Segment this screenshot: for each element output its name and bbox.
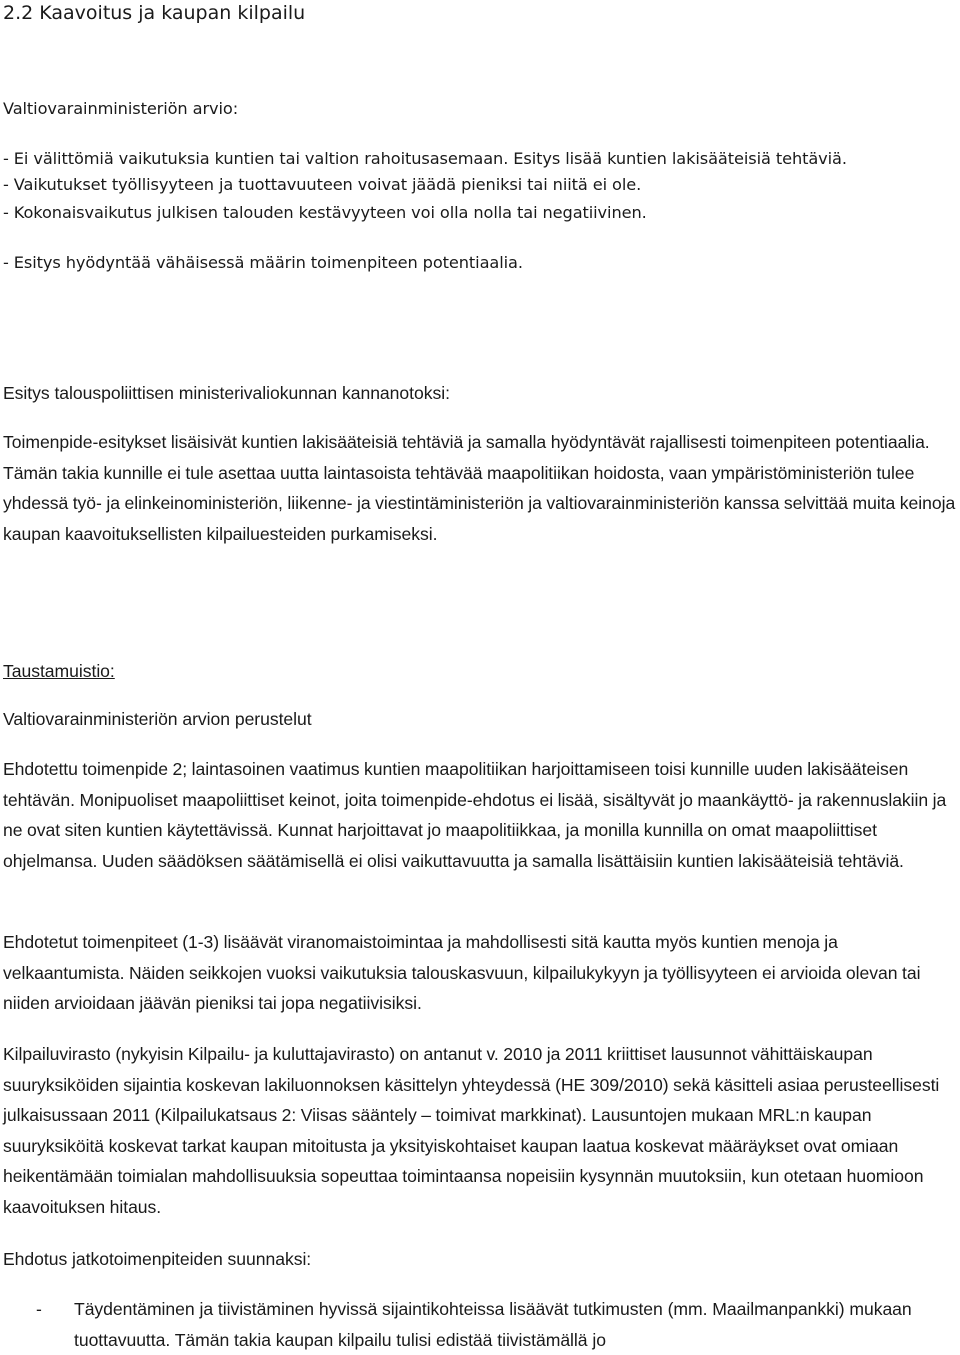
section-heading: 2.2 Kaavoitus ja kaupan kilpailu <box>3 2 306 24</box>
kannanotto-text: Toimenpide-esitykset lisäisivät kuntien lakisääteisiä tehtäviä ja samalla hyödyntävät rajallisesti toimenpiteen potentiaalia. Tämän takia kunnille ei tule asettaa uutta laintasoista tehtävää maapolitiikan hoidosta, vaan ympäristöministeriön tulee yhdessä työ- ja elinkeinoministeriön, liikenne- ja viestintäministeriön ja valtiovarainministeriön kanssa selvittää muita keinoja kaupan kaavoituksellisten kilpailuesteiden purkamiseksi. <box>3 432 956 544</box>
vm-arvio-title: Valtiovarainministeriön arvio: <box>3 99 239 118</box>
taustamuistio-paragraph: Ehdotettu toimenpide 2; laintasoinen vaatimus kuntien maapolitiikan harjoittamiseen toisi kunnille uuden lakisääteisen tehtävän. Monipuoliset maapoliittiset keinot, joita toimenpide-ehdotus ei lisää, sisältyvät jo maankäyttö- ja rakennuslakiin ja ne ovat siten kuntien käytettävissä. Kunnat harjoittavat jo maapolitiikkaa, ja monilla kunnilla on omat maapoliittiset ohjelmansa. Uuden säädöksen säätämisellä ei olisi vaikuttavuutta ja samalla lisättäisiin kuntien lakisääteisiä tehtäviä. <box>3 759 947 871</box>
taustamuistio-paragraph: Ehdotetut toimenpiteet (1-3) lisäävät viranomaistoimintaa ja mahdollisesti sitä kautta myös kuntien menoja ja velkaantumista. Näiden seikkojen vuoksi vaikutuksia talouskasvuun, kilpailukykyyn ja työllisyyteen ei arvioida olevan tai niiden arvioidaan jäävän pieniksi tai jopa negatiivisiksi. <box>3 932 921 1014</box>
jatkotoimet-title: Ehdotus jatkotoimenpiteiden suunnaksi: <box>3 1249 312 1269</box>
vm-arvio-item: - Vaikutukset työllisyyteen ja tuottavuuteen voivat jäädä pieniksi tai niitä ei ole. <box>3 175 642 194</box>
taustamuistio-title: Taustamuistio: <box>3 661 115 681</box>
taustamuistio-subtitle: Valtiovarainministeriön arvion perustelut <box>3 709 312 729</box>
vm-arvio-item: - Kokonaisvaikutus julkisen talouden kestävyyteen voi olla nolla tai negatiivinen. <box>3 203 647 222</box>
list-item <box>0 1294 944 1355</box>
vm-arvio-item: - Ei välittömiä vaikutuksia kuntien tai valtion rahoitusasemaan. Esitys lisää kuntien lakisääteisiä tehtäviä. <box>3 149 847 168</box>
list-item-text: Täydentäminen ja tiivistäminen hyvissä sijaintikohteissa lisäävät tutkimusten (mm. Maailmanpankki) mukaan tuottavuutta. Tämän takia kaupan kilpailu tulisi edistää tiivistämällä jo <box>74 1299 912 1350</box>
kannanotto-title: Esitys talouspoliittisen ministerivaliokunnan kannanotoksi: <box>3 383 450 403</box>
taustamuistio-paragraph: Kilpailuvirasto (nykyisin Kilpailu- ja kuluttajavirasto) on antanut v. 2010 ja 2011 kriittiset lausunnot vähittäiskaupan suuryksiköiden sijaintia koskevan lakiluonnoksen käsittelyn yhteydessä (HE 309/2010) sekä käsitteli asiaa perusteellisesti julkaisussaan 2011 (Kilpailukatsaus 2: Viisas sääntely – toimivat markkinat). Lausuntojen mukaan MRL:n kaupan suuryksiköitä koskevat tarkat kaupan mitoitusta ja yksityiskohtaiset kaupan laatua koskevat määräykset ovat omiaan heikentämään toimialan mahdollisuuksia sopeuttaa toimintaansa nopeisiin kysynnän muutoksiin, kun otetaan huomioon kaavoituksen hitaus. <box>3 1044 940 1217</box>
list-bullet-marker: - <box>36 1299 42 1319</box>
vm-arvio-item: - Esitys hyödyntää vähäisessä määrin toimenpiteen potentiaalia. <box>3 253 523 272</box>
jatkotoimet-list <box>0 1294 960 1355</box>
